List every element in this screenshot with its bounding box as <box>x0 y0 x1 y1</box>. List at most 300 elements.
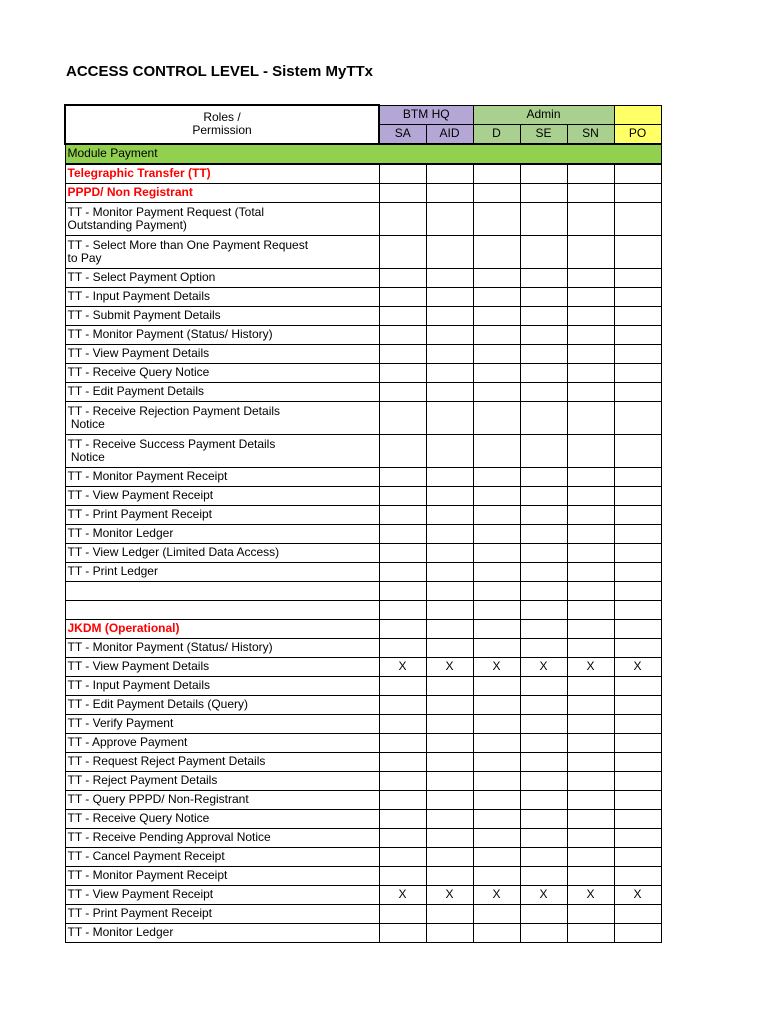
permission-cell-d <box>473 866 520 885</box>
permission-cell-sa <box>379 847 426 866</box>
permission-cell-aid <box>426 325 473 344</box>
permission-cell-d <box>473 164 520 184</box>
permission-cell-po: X <box>614 885 661 904</box>
permission-label <box>65 600 379 619</box>
permission-cell-po <box>614 434 661 467</box>
permission-cell-po <box>614 325 661 344</box>
permission-cell-sn <box>567 486 614 505</box>
permission-cell-se: X <box>520 885 567 904</box>
table-row <box>65 885 661 904</box>
table-body <box>65 144 661 943</box>
permission-label: TT - Select Payment Option <box>65 268 379 287</box>
permission-label: TT - Verify Payment <box>65 714 379 733</box>
table-row <box>65 771 661 790</box>
permission-label: TT - Monitor Payment Receipt <box>65 467 379 486</box>
permission-cell-po <box>614 619 661 638</box>
permission-cell-sa <box>379 752 426 771</box>
permission-cell-sa <box>379 676 426 695</box>
permission-cell-aid <box>426 306 473 325</box>
permission-label: TT - Receive Query Notice <box>65 809 379 828</box>
permission-cell-aid <box>426 923 473 942</box>
permission-cell-d <box>473 344 520 363</box>
permission-label: TT - Receive Pending Approval Notice <box>65 828 379 847</box>
permission-cell-sa: X <box>379 885 426 904</box>
permission-cell-d <box>473 714 520 733</box>
table-row <box>65 486 661 505</box>
permission-cell-sn <box>567 401 614 434</box>
permission-cell-d <box>473 809 520 828</box>
permission-cell-po <box>614 733 661 752</box>
permission-cell-sn <box>567 581 614 600</box>
permission-cell-sn <box>567 287 614 306</box>
table-row <box>65 809 661 828</box>
permission-label: TT - Reject Payment Details <box>65 771 379 790</box>
permission-cell-se <box>520 733 567 752</box>
permission-cell-sn <box>567 235 614 268</box>
column-header-sa: SA <box>379 124 426 144</box>
permission-cell-po <box>614 562 661 581</box>
permission-cell-po <box>614 486 661 505</box>
permission-cell-po <box>614 695 661 714</box>
permission-cell-aid <box>426 382 473 401</box>
permission-cell-aid <box>426 401 473 434</box>
permission-cell-d <box>473 752 520 771</box>
permission-cell-po <box>614 202 661 235</box>
permission-cell-sn <box>567 268 614 287</box>
permission-cell-d <box>473 505 520 524</box>
permission-cell-po <box>614 638 661 657</box>
permission-cell-se <box>520 202 567 235</box>
permission-cell-se <box>520 505 567 524</box>
group-header-btm-hq: BTM HQ <box>379 105 473 124</box>
permission-cell-sn <box>567 866 614 885</box>
permission-cell-aid <box>426 164 473 184</box>
permission-cell-aid <box>426 752 473 771</box>
permission-cell-sa <box>379 790 426 809</box>
permission-cell-sn <box>567 695 614 714</box>
permission-label: TT - View Payment Receipt <box>65 885 379 904</box>
permission-cell-sn <box>567 714 614 733</box>
permission-cell-se <box>520 401 567 434</box>
table-row <box>65 657 661 676</box>
permission-cell-aid <box>426 828 473 847</box>
permission-cell-sa <box>379 344 426 363</box>
permission-cell-po <box>614 600 661 619</box>
permission-cell-d <box>473 638 520 657</box>
permission-cell-sa <box>379 505 426 524</box>
permission-cell-d <box>473 695 520 714</box>
permission-cell-sn <box>567 505 614 524</box>
permission-cell-aid <box>426 733 473 752</box>
permission-cell-sn <box>567 733 614 752</box>
permission-label: TT - Receive Success Payment Details Notice <box>65 434 379 467</box>
roles-header-line: Roles / <box>203 110 241 125</box>
permission-label: TT - View Ledger (Limited Data Access) <box>65 543 379 562</box>
permission-label: TT - Monitor Payment Request (Total Outstanding Payment) <box>65 202 379 235</box>
permission-cell-aid <box>426 486 473 505</box>
permission-cell-sn <box>567 382 614 401</box>
permission-cell-se <box>520 183 567 202</box>
permission-cell-sa <box>379 363 426 382</box>
permission-cell-aid <box>426 904 473 923</box>
permission-cell-sn <box>567 543 614 562</box>
table-row <box>65 467 661 486</box>
permission-cell-sa <box>379 866 426 885</box>
permission-cell-aid <box>426 771 473 790</box>
permission-cell-se <box>520 600 567 619</box>
permission-cell-po <box>614 287 661 306</box>
permission-cell-d <box>473 581 520 600</box>
section-label: Telegraphic Transfer (TT) <box>65 164 379 184</box>
permission-label: TT - Monitor Payment (Status/ History) <box>65 325 379 344</box>
table-row <box>65 600 661 619</box>
table-row <box>65 434 661 467</box>
column-header-d: D <box>473 124 520 144</box>
permission-cell-sa <box>379 543 426 562</box>
permission-cell-po <box>614 847 661 866</box>
table-row <box>65 268 661 287</box>
permission-label <box>65 581 379 600</box>
permission-cell-d <box>473 382 520 401</box>
permission-cell-sn <box>567 847 614 866</box>
permission-cell-se <box>520 619 567 638</box>
permission-cell-sa <box>379 434 426 467</box>
table-row <box>65 695 661 714</box>
permission-cell-se <box>520 268 567 287</box>
permission-cell-d <box>473 524 520 543</box>
permission-cell-sn <box>567 164 614 184</box>
permission-cell-sa <box>379 600 426 619</box>
table-row <box>65 505 661 524</box>
permission-cell-se <box>520 790 567 809</box>
permission-cell-po <box>614 306 661 325</box>
permission-cell-sn <box>567 467 614 486</box>
permission-cell-po <box>614 344 661 363</box>
table-row <box>65 202 661 235</box>
permission-cell-sa: X <box>379 657 426 676</box>
permission-cell-aid <box>426 562 473 581</box>
section-label: PPPD/ Non Registrant <box>65 183 379 202</box>
column-header-se: SE <box>520 124 567 144</box>
permission-cell-d <box>473 619 520 638</box>
permission-cell-po <box>614 771 661 790</box>
permission-cell-po <box>614 714 661 733</box>
permission-cell-po <box>614 268 661 287</box>
permission-cell-aid <box>426 790 473 809</box>
permission-cell-se <box>520 235 567 268</box>
permission-cell-d <box>473 790 520 809</box>
permission-cell-sn <box>567 344 614 363</box>
permission-cell-aid <box>426 183 473 202</box>
permission-cell-sa <box>379 325 426 344</box>
permission-cell-sa <box>379 268 426 287</box>
permission-cell-aid <box>426 505 473 524</box>
permission-cell-sa <box>379 695 426 714</box>
table-row <box>65 752 661 771</box>
permission-cell-se <box>520 562 567 581</box>
permission-cell-d <box>473 401 520 434</box>
permission-cell-d <box>473 467 520 486</box>
permission-cell-po <box>614 467 661 486</box>
group-header-admin: Admin <box>473 105 614 124</box>
permission-cell-se: X <box>520 657 567 676</box>
permission-cell-se <box>520 752 567 771</box>
permission-cell-sn <box>567 619 614 638</box>
table-row <box>65 562 661 581</box>
permission-cell-po <box>614 866 661 885</box>
section-row <box>65 619 661 638</box>
permission-cell-d <box>473 202 520 235</box>
permission-cell-sa <box>379 809 426 828</box>
permission-cell-d <box>473 733 520 752</box>
table-row <box>65 325 661 344</box>
permission-cell-d <box>473 543 520 562</box>
permission-cell-po <box>614 401 661 434</box>
permission-cell-po <box>614 790 661 809</box>
permission-label: TT - Print Ledger <box>65 562 379 581</box>
permission-cell-po: X <box>614 657 661 676</box>
table-row <box>65 363 661 382</box>
module-row <box>65 144 661 164</box>
table-row <box>65 382 661 401</box>
permission-cell-po <box>614 828 661 847</box>
permission-cell-aid <box>426 235 473 268</box>
permission-cell-sn <box>567 183 614 202</box>
permission-label: TT - View Payment Receipt <box>65 486 379 505</box>
permission-cell-se <box>520 325 567 344</box>
permission-cell-se <box>520 382 567 401</box>
permission-label: TT - View Payment Details <box>65 657 379 676</box>
permission-cell-d <box>473 828 520 847</box>
permission-cell-po <box>614 676 661 695</box>
permission-cell-aid: X <box>426 657 473 676</box>
permission-label: TT - Monitor Payment (Status/ History) <box>65 638 379 657</box>
permission-cell-d <box>473 235 520 268</box>
permission-cell-aid <box>426 809 473 828</box>
table-row <box>65 676 661 695</box>
permission-cell-sa <box>379 828 426 847</box>
permission-cell-se <box>520 306 567 325</box>
permission-cell-po <box>614 904 661 923</box>
permission-cell-sa <box>379 183 426 202</box>
permission-cell-sn <box>567 752 614 771</box>
permission-cell-aid: X <box>426 885 473 904</box>
permission-cell-aid <box>426 695 473 714</box>
permission-label: TT - Input Payment Details <box>65 676 379 695</box>
permission-cell-aid <box>426 287 473 306</box>
permission-label: TT - Print Payment Receipt <box>65 904 379 923</box>
permission-cell-sn <box>567 562 614 581</box>
permission-cell-po <box>614 543 661 562</box>
permission-cell-se <box>520 904 567 923</box>
permission-label: TT - Approve Payment <box>65 733 379 752</box>
permission-label: TT - Select More than One Payment Request to Pay <box>65 235 379 268</box>
permission-cell-d <box>473 363 520 382</box>
permission-cell-d <box>473 325 520 344</box>
table-row <box>65 714 661 733</box>
permission-label: TT - View Payment Details <box>65 344 379 363</box>
permission-label: TT - Print Payment Receipt <box>65 505 379 524</box>
permission-cell-se <box>520 638 567 657</box>
permission-cell-d: X <box>473 885 520 904</box>
permission-label: TT - Edit Payment Details (Query) <box>65 695 379 714</box>
permission-cell-sn <box>567 524 614 543</box>
permission-cell-aid <box>426 619 473 638</box>
permission-cell-sa <box>379 401 426 434</box>
permission-cell-se <box>520 695 567 714</box>
permission-cell-po <box>614 581 661 600</box>
page-title: ACCESS CONTROL LEVEL - Sistem MyTTx <box>66 63 373 80</box>
permission-cell-sa <box>379 904 426 923</box>
permission-cell-sa <box>379 581 426 600</box>
permission-cell-aid <box>426 676 473 695</box>
permission-cell-se <box>520 581 567 600</box>
table-row <box>65 904 661 923</box>
table-row <box>65 581 661 600</box>
permission-cell-aid <box>426 714 473 733</box>
permission-cell-sa <box>379 524 426 543</box>
permission-cell-aid <box>426 638 473 657</box>
permission-label: TT - Receive Query Notice <box>65 363 379 382</box>
permission-cell-sa <box>379 486 426 505</box>
permission-label: TT - Receive Rejection Payment Details Notice <box>65 401 379 434</box>
permission-cell-sa <box>379 923 426 942</box>
permission-cell-sn <box>567 828 614 847</box>
permission-label: TT - Input Payment Details <box>65 287 379 306</box>
permission-cell-po <box>614 183 661 202</box>
permission-cell-sn <box>567 202 614 235</box>
permission-cell-d <box>473 676 520 695</box>
permission-cell-se <box>520 828 567 847</box>
permission-cell-se <box>520 809 567 828</box>
permission-cell-aid <box>426 467 473 486</box>
permission-cell-po <box>614 923 661 942</box>
permission-cell-se <box>520 287 567 306</box>
permission-cell-aid <box>426 363 473 382</box>
permission-cell-d: X <box>473 657 520 676</box>
permission-cell-se <box>520 467 567 486</box>
permission-cell-se <box>520 164 567 184</box>
permission-cell-d <box>473 306 520 325</box>
group-header-po <box>614 105 661 124</box>
permission-cell-se <box>520 771 567 790</box>
permission-cell-aid <box>426 543 473 562</box>
permission-cell-sn <box>567 904 614 923</box>
permission-cell-sn <box>567 809 614 828</box>
permission-cell-d <box>473 847 520 866</box>
permission-label: TT - Query PPPD/ Non-Registrant <box>65 790 379 809</box>
permission-cell-d <box>473 600 520 619</box>
permission-cell-se <box>520 543 567 562</box>
permission-cell-d <box>473 486 520 505</box>
permission-label: TT - Monitor Payment Receipt <box>65 866 379 885</box>
permission-cell-se <box>520 923 567 942</box>
permission-cell-sa <box>379 638 426 657</box>
permission-cell-sn <box>567 638 614 657</box>
permission-cell-se <box>520 486 567 505</box>
permission-cell-sa <box>379 467 426 486</box>
table-row <box>65 638 661 657</box>
permission-label: TT - Edit Payment Details <box>65 382 379 401</box>
permission-cell-sa <box>379 714 426 733</box>
permission-cell-sa <box>379 306 426 325</box>
permission-cell-po <box>614 505 661 524</box>
permission-cell-sn <box>567 363 614 382</box>
permission-cell-sn <box>567 325 614 344</box>
column-header-aid: AID <box>426 124 473 144</box>
permission-cell-sn: X <box>567 657 614 676</box>
permission-cell-se <box>520 524 567 543</box>
permission-cell-se <box>520 363 567 382</box>
permission-cell-se <box>520 714 567 733</box>
permission-cell-aid <box>426 524 473 543</box>
permission-cell-aid <box>426 581 473 600</box>
permission-cell-aid <box>426 866 473 885</box>
permission-label: TT - Monitor Ledger <box>65 923 379 942</box>
table-row <box>65 235 661 268</box>
column-header-po: PO <box>614 124 661 144</box>
permission-cell-sa <box>379 619 426 638</box>
roles-header-line: Permission <box>192 123 252 138</box>
permission-cell-po <box>614 752 661 771</box>
permission-cell-sa <box>379 382 426 401</box>
permission-cell-se <box>520 847 567 866</box>
permission-cell-d <box>473 904 520 923</box>
roles-permission-header <box>65 105 379 144</box>
table-row <box>65 847 661 866</box>
permission-cell-d <box>473 287 520 306</box>
permission-cell-sn <box>567 600 614 619</box>
permission-cell-sn <box>567 676 614 695</box>
access-control-table <box>64 104 662 943</box>
permission-cell-sn <box>567 790 614 809</box>
permission-cell-sn <box>567 434 614 467</box>
permission-cell-d <box>473 434 520 467</box>
permission-cell-d <box>473 771 520 790</box>
permission-cell-sa <box>379 771 426 790</box>
permission-cell-aid <box>426 434 473 467</box>
table-row <box>65 923 661 942</box>
permission-cell-se <box>520 866 567 885</box>
permission-cell-se <box>520 676 567 695</box>
table-row <box>65 828 661 847</box>
permission-cell-po <box>614 235 661 268</box>
table-row <box>65 344 661 363</box>
permission-label: TT - Submit Payment Details <box>65 306 379 325</box>
section-row <box>65 164 661 184</box>
header-group-row <box>65 105 661 124</box>
permission-cell-sn: X <box>567 885 614 904</box>
permission-cell-sa <box>379 733 426 752</box>
column-header-sn: SN <box>567 124 614 144</box>
permission-cell-aid <box>426 600 473 619</box>
table-row <box>65 306 661 325</box>
permission-cell-d <box>473 562 520 581</box>
permission-cell-d <box>473 268 520 287</box>
permission-cell-po <box>614 382 661 401</box>
table-row <box>65 733 661 752</box>
permission-cell-sa <box>379 202 426 235</box>
permission-cell-d <box>473 183 520 202</box>
permission-label: TT - Cancel Payment Receipt <box>65 847 379 866</box>
permission-cell-aid <box>426 268 473 287</box>
table-row <box>65 866 661 885</box>
permission-cell-po <box>614 809 661 828</box>
module-label: Module Payment <box>65 144 661 164</box>
permission-cell-d <box>473 923 520 942</box>
permission-cell-sn <box>567 923 614 942</box>
permission-cell-sa <box>379 562 426 581</box>
